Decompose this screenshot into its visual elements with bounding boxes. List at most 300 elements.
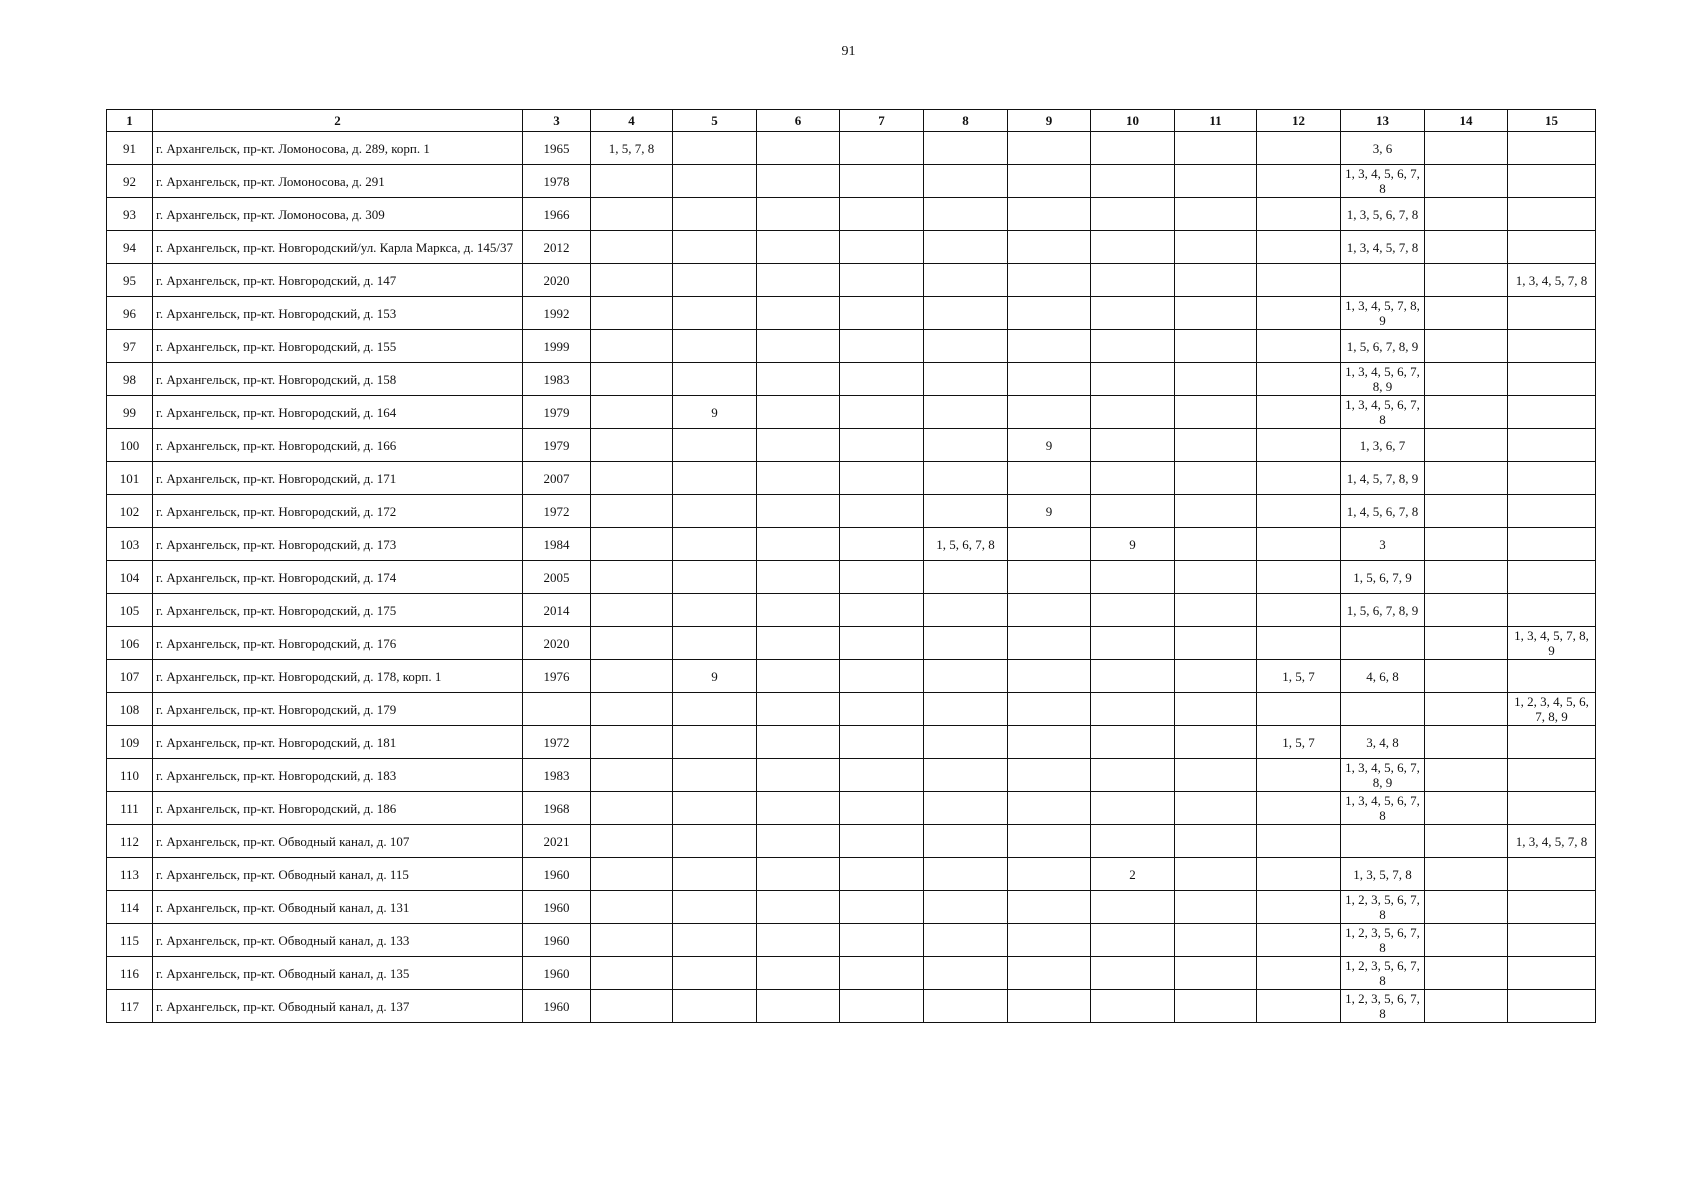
- table-cell: [1091, 924, 1175, 957]
- table-row: [107, 693, 1596, 726]
- year-cell: 1968: [523, 792, 591, 825]
- table-cell: [1091, 594, 1175, 627]
- table-cell: [924, 132, 1008, 165]
- table-cell: [1425, 693, 1508, 726]
- table-cell: [591, 891, 673, 924]
- table-cell: [1091, 660, 1175, 693]
- table-cell: [924, 957, 1008, 990]
- table-cell: [591, 990, 673, 1023]
- row-number-cell: 92: [107, 165, 153, 198]
- table-cell: [1091, 627, 1175, 660]
- table-cell: [1091, 825, 1175, 858]
- table-cell: 1, 5, 6, 7, 8, 9: [1341, 330, 1425, 363]
- table-row: [107, 528, 1596, 561]
- table-cell: [1257, 627, 1341, 660]
- column-header: 13: [1341, 110, 1425, 132]
- table-cell: [1341, 693, 1425, 726]
- table-cell: [924, 726, 1008, 759]
- table-body: [107, 132, 1596, 1023]
- year-cell: 1960: [523, 957, 591, 990]
- table-row: [107, 363, 1596, 396]
- table-cell: [1175, 594, 1257, 627]
- table-cell: [1175, 396, 1257, 429]
- column-header: 14: [1425, 110, 1508, 132]
- year-cell: 1960: [523, 858, 591, 891]
- address-cell: г. Архангельск, пр-кт. Ломоносова, д. 309: [153, 198, 523, 231]
- table-cell: [1508, 396, 1596, 429]
- table-cell: 1, 4, 5, 7, 8, 9: [1341, 462, 1425, 495]
- table-cell: [1008, 825, 1091, 858]
- table-cell: [1008, 660, 1091, 693]
- table-cell: 1, 3, 4, 5, 6, 7, 8, 9: [1341, 759, 1425, 792]
- table-cell: [1508, 990, 1596, 1023]
- table-cell: [1175, 957, 1257, 990]
- table-cell: [1008, 264, 1091, 297]
- table-cell: [673, 363, 757, 396]
- table-cell: 9: [1091, 528, 1175, 561]
- table-cell: [673, 231, 757, 264]
- table-cell: [673, 528, 757, 561]
- row-number-cell: 115: [107, 924, 153, 957]
- table-cell: [591, 495, 673, 528]
- table-cell: [1257, 990, 1341, 1023]
- table-cell: 1, 3, 5, 7, 8: [1341, 858, 1425, 891]
- table-cell: [840, 726, 924, 759]
- table-cell: [591, 627, 673, 660]
- address-cell: г. Архангельск, пр-кт. Новгородский, д. 171: [153, 462, 523, 495]
- table-cell: [757, 594, 840, 627]
- table-cell: [1508, 726, 1596, 759]
- table-cell: [673, 594, 757, 627]
- address-cell: г. Архангельск, пр-кт. Новгородский, д. 153: [153, 297, 523, 330]
- row-number-cell: 111: [107, 792, 153, 825]
- address-cell: г. Архангельск, пр-кт. Новгородский/ул. Карла Маркса, д. 145/37: [153, 231, 523, 264]
- table-cell: [924, 660, 1008, 693]
- table-cell: [673, 132, 757, 165]
- table-cell: [1425, 297, 1508, 330]
- table-row: [107, 231, 1596, 264]
- address-cell: г. Архангельск, пр-кт. Обводный канал, д. 115: [153, 858, 523, 891]
- table-row: [107, 957, 1596, 990]
- table-cell: [1091, 891, 1175, 924]
- column-header: 11: [1175, 110, 1257, 132]
- table-cell: [840, 792, 924, 825]
- year-cell: 1960: [523, 924, 591, 957]
- table-cell: [1175, 528, 1257, 561]
- table-cell: [840, 693, 924, 726]
- table-cell: [591, 462, 673, 495]
- table-cell: [1091, 990, 1175, 1023]
- table-cell: [1508, 495, 1596, 528]
- year-cell: 1965: [523, 132, 591, 165]
- column-header: 4: [591, 110, 673, 132]
- table-cell: [1257, 528, 1341, 561]
- year-cell: 2005: [523, 561, 591, 594]
- table-cell: [1008, 759, 1091, 792]
- year-cell: [523, 693, 591, 726]
- row-number-cell: 116: [107, 957, 153, 990]
- table-cell: [1091, 165, 1175, 198]
- table-row: [107, 165, 1596, 198]
- table-cell: 1, 5, 6, 7, 9: [1341, 561, 1425, 594]
- table-cell: [924, 990, 1008, 1023]
- table-cell: [591, 264, 673, 297]
- table-cell: [840, 396, 924, 429]
- year-cell: 2014: [523, 594, 591, 627]
- table-cell: [1425, 264, 1508, 297]
- table-cell: [1008, 891, 1091, 924]
- table-cell: [591, 726, 673, 759]
- table-cell: [757, 957, 840, 990]
- year-cell: 1999: [523, 330, 591, 363]
- table-cell: [1008, 693, 1091, 726]
- row-number-cell: 113: [107, 858, 153, 891]
- table-cell: [924, 165, 1008, 198]
- table-cell: [1257, 693, 1341, 726]
- table-cell: [757, 429, 840, 462]
- table-cell: [1175, 198, 1257, 231]
- table-cell: [1257, 462, 1341, 495]
- table-cell: [840, 627, 924, 660]
- table-cell: 1, 5, 7: [1257, 660, 1341, 693]
- table-cell: 3: [1341, 528, 1425, 561]
- column-header: 12: [1257, 110, 1341, 132]
- table-row: [107, 330, 1596, 363]
- table-cell: [1425, 528, 1508, 561]
- address-cell: г. Архангельск, пр-кт. Новгородский, д. 181: [153, 726, 523, 759]
- table-cell: [1175, 792, 1257, 825]
- table-cell: [673, 627, 757, 660]
- address-cell: г. Архангельск, пр-кт. Обводный канал, д. 137: [153, 990, 523, 1023]
- table-cell: [1425, 825, 1508, 858]
- table-cell: [1508, 297, 1596, 330]
- table-cell: 1, 3, 6, 7: [1341, 429, 1425, 462]
- table-cell: [591, 528, 673, 561]
- table-cell: 1, 3, 4, 5, 7, 8: [1508, 264, 1596, 297]
- table-cell: [840, 132, 924, 165]
- address-cell: г. Архангельск, пр-кт. Обводный канал, д. 131: [153, 891, 523, 924]
- table-cell: [1175, 231, 1257, 264]
- table-row: [107, 627, 1596, 660]
- year-cell: 1983: [523, 759, 591, 792]
- table-cell: [1175, 990, 1257, 1023]
- table-cell: [1508, 132, 1596, 165]
- row-number-cell: 104: [107, 561, 153, 594]
- table-cell: [757, 132, 840, 165]
- table-cell: [1508, 231, 1596, 264]
- table-cell: [1008, 165, 1091, 198]
- table-cell: [757, 495, 840, 528]
- table-cell: [1008, 231, 1091, 264]
- table-cell: [1008, 594, 1091, 627]
- table-cell: [1257, 957, 1341, 990]
- table-cell: [1175, 627, 1257, 660]
- table-cell: [757, 627, 840, 660]
- table-cell: [924, 924, 1008, 957]
- table-cell: [1257, 165, 1341, 198]
- column-header: 10: [1091, 110, 1175, 132]
- table-cell: [757, 462, 840, 495]
- table-row: [107, 759, 1596, 792]
- row-number-cell: 94: [107, 231, 153, 264]
- row-number-cell: 101: [107, 462, 153, 495]
- year-cell: 2020: [523, 264, 591, 297]
- table-cell: 3, 4, 8: [1341, 726, 1425, 759]
- table-cell: [1008, 858, 1091, 891]
- table-cell: [1425, 198, 1508, 231]
- table-cell: [1175, 561, 1257, 594]
- table-cell: 1, 5, 7, 8: [591, 132, 673, 165]
- table-cell: [1425, 957, 1508, 990]
- table-cell: [1008, 726, 1091, 759]
- address-cell: г. Архангельск, пр-кт. Новгородский, д. 175: [153, 594, 523, 627]
- table-cell: [840, 495, 924, 528]
- table-cell: [673, 198, 757, 231]
- table-cell: 1, 3, 4, 5, 7, 8: [1341, 231, 1425, 264]
- table-cell: [840, 528, 924, 561]
- table-cell: [591, 561, 673, 594]
- table-cell: [1508, 528, 1596, 561]
- table-cell: [840, 759, 924, 792]
- table-cell: [1508, 891, 1596, 924]
- table-cell: [1175, 924, 1257, 957]
- table-cell: 1, 2, 3, 5, 6, 7, 8: [1341, 957, 1425, 990]
- table-cell: [840, 891, 924, 924]
- table-cell: [840, 660, 924, 693]
- table-cell: [1508, 660, 1596, 693]
- row-number-cell: 110: [107, 759, 153, 792]
- table-cell: [1175, 858, 1257, 891]
- table-cell: [1425, 396, 1508, 429]
- table-cell: [1175, 825, 1257, 858]
- row-number-cell: 108: [107, 693, 153, 726]
- table-cell: [1508, 759, 1596, 792]
- table-cell: [757, 165, 840, 198]
- table-cell: [840, 858, 924, 891]
- table-cell: [757, 990, 840, 1023]
- address-cell: г. Архангельск, пр-кт. Новгородский, д. 176: [153, 627, 523, 660]
- table-cell: [673, 891, 757, 924]
- table-cell: [1091, 957, 1175, 990]
- table-row: [107, 924, 1596, 957]
- table-cell: [1091, 429, 1175, 462]
- table-cell: [1425, 891, 1508, 924]
- table-cell: [1257, 132, 1341, 165]
- table-cell: [924, 363, 1008, 396]
- table-cell: [924, 330, 1008, 363]
- table-cell: [840, 198, 924, 231]
- address-cell: г. Архангельск, пр-кт. Новгородский, д. 158: [153, 363, 523, 396]
- table-cell: [1425, 330, 1508, 363]
- table-cell: [1425, 924, 1508, 957]
- table-cell: [1175, 759, 1257, 792]
- table-cell: 1, 2, 3, 5, 6, 7, 8: [1341, 891, 1425, 924]
- address-cell: г. Архангельск, пр-кт. Новгородский, д. 178, корп. 1: [153, 660, 523, 693]
- table-cell: 1, 5, 6, 7, 8: [924, 528, 1008, 561]
- address-cell: г. Архангельск, пр-кт. Новгородский, д. 164: [153, 396, 523, 429]
- table-cell: [1425, 627, 1508, 660]
- table-cell: [840, 594, 924, 627]
- table-cell: [1425, 165, 1508, 198]
- table-cell: [1175, 264, 1257, 297]
- table-cell: [757, 297, 840, 330]
- table-cell: [1008, 297, 1091, 330]
- table-cell: [673, 330, 757, 363]
- table-cell: [673, 924, 757, 957]
- table-cell: [1091, 561, 1175, 594]
- row-number-cell: 112: [107, 825, 153, 858]
- table-cell: [1008, 132, 1091, 165]
- table-cell: 1, 3, 5, 6, 7, 8: [1341, 198, 1425, 231]
- row-number-cell: 96: [107, 297, 153, 330]
- table-cell: [1175, 462, 1257, 495]
- table-cell: 9: [673, 396, 757, 429]
- table-cell: [1425, 858, 1508, 891]
- table-cell: [591, 330, 673, 363]
- table-cell: 9: [673, 660, 757, 693]
- table-cell: [1008, 957, 1091, 990]
- table-cell: [757, 858, 840, 891]
- table-cell: [1091, 264, 1175, 297]
- table-cell: [924, 627, 1008, 660]
- table-cell: 1, 3, 4, 5, 6, 7, 8: [1341, 165, 1425, 198]
- row-number-cell: 100: [107, 429, 153, 462]
- table-cell: [1257, 495, 1341, 528]
- table-cell: [1257, 594, 1341, 627]
- table-cell: [757, 660, 840, 693]
- table-cell: [1257, 198, 1341, 231]
- table-cell: 3, 6: [1341, 132, 1425, 165]
- table-cell: [673, 726, 757, 759]
- table-cell: [1508, 363, 1596, 396]
- table-cell: [924, 264, 1008, 297]
- table-cell: [1091, 693, 1175, 726]
- table-cell: [591, 957, 673, 990]
- address-cell: г. Архангельск, пр-кт. Новгородский, д. 155: [153, 330, 523, 363]
- table-cell: [1091, 396, 1175, 429]
- table-cell: [757, 363, 840, 396]
- table-cell: [840, 429, 924, 462]
- row-number-cell: 107: [107, 660, 153, 693]
- row-number-cell: 103: [107, 528, 153, 561]
- table-cell: [1508, 924, 1596, 957]
- table-cell: [1175, 132, 1257, 165]
- address-cell: г. Архангельск, пр-кт. Новгородский, д. 179: [153, 693, 523, 726]
- table-cell: [1257, 297, 1341, 330]
- table-row: [107, 297, 1596, 330]
- table-cell: 1, 3, 4, 5, 6, 7, 8, 9: [1341, 363, 1425, 396]
- table-cell: [1175, 330, 1257, 363]
- address-cell: г. Архангельск, пр-кт. Ломоносова, д. 291: [153, 165, 523, 198]
- table-cell: [1257, 891, 1341, 924]
- table-cell: [924, 198, 1008, 231]
- table-cell: [1425, 726, 1508, 759]
- year-cell: 1979: [523, 429, 591, 462]
- table-cell: [1175, 660, 1257, 693]
- table-cell: [1425, 231, 1508, 264]
- table-cell: [1008, 462, 1091, 495]
- table-cell: [1341, 264, 1425, 297]
- table-row: [107, 891, 1596, 924]
- table-cell: [840, 165, 924, 198]
- table-cell: [591, 297, 673, 330]
- table-cell: 9: [1008, 429, 1091, 462]
- row-number-cell: 102: [107, 495, 153, 528]
- table-cell: [673, 693, 757, 726]
- table-cell: [1008, 396, 1091, 429]
- table-cell: [591, 924, 673, 957]
- row-number-cell: 98: [107, 363, 153, 396]
- table-cell: 1, 5, 6, 7, 8, 9: [1341, 594, 1425, 627]
- table-cell: [673, 759, 757, 792]
- table-cell: [1425, 561, 1508, 594]
- table-cell: [1257, 264, 1341, 297]
- row-number-cell: 91: [107, 132, 153, 165]
- table-cell: [1091, 462, 1175, 495]
- table-cell: [591, 165, 673, 198]
- table-cell: [673, 429, 757, 462]
- address-cell: г. Архангельск, пр-кт. Новгородский, д. 174: [153, 561, 523, 594]
- table-row: [107, 264, 1596, 297]
- table-cell: 1, 2, 3, 4, 5, 6, 7, 8, 9: [1508, 693, 1596, 726]
- table-cell: [673, 825, 757, 858]
- table-cell: [1425, 792, 1508, 825]
- table-cell: [1257, 231, 1341, 264]
- address-cell: г. Архангельск, пр-кт. Обводный канал, д. 135: [153, 957, 523, 990]
- table-row: [107, 660, 1596, 693]
- data-table: [106, 109, 1596, 1023]
- table-cell: 1, 2, 3, 5, 6, 7, 8: [1341, 924, 1425, 957]
- table-cell: [673, 990, 757, 1023]
- table-cell: [1008, 990, 1091, 1023]
- table-cell: [1425, 132, 1508, 165]
- year-cell: 2021: [523, 825, 591, 858]
- table-cell: [673, 462, 757, 495]
- table-cell: [924, 792, 1008, 825]
- table-cell: [757, 198, 840, 231]
- table-cell: [1425, 363, 1508, 396]
- table-cell: [1341, 627, 1425, 660]
- page-number: 91: [841, 44, 856, 59]
- table-cell: [840, 231, 924, 264]
- column-header: 7: [840, 110, 924, 132]
- year-cell: 1983: [523, 363, 591, 396]
- table-row: [107, 792, 1596, 825]
- table-cell: [1257, 924, 1341, 957]
- address-cell: г. Архангельск, пр-кт. Новгородский, д. 173: [153, 528, 523, 561]
- table-cell: [1508, 165, 1596, 198]
- table-cell: [1508, 198, 1596, 231]
- table-row: [107, 858, 1596, 891]
- table-cell: [924, 495, 1008, 528]
- row-number-cell: 97: [107, 330, 153, 363]
- table-cell: [1091, 198, 1175, 231]
- row-number-cell: 99: [107, 396, 153, 429]
- table-cell: [1175, 891, 1257, 924]
- year-cell: 1978: [523, 165, 591, 198]
- table-cell: [591, 363, 673, 396]
- table-cell: [840, 462, 924, 495]
- year-cell: 1972: [523, 495, 591, 528]
- table-cell: [1091, 363, 1175, 396]
- table-cell: [1508, 561, 1596, 594]
- table-row: [107, 462, 1596, 495]
- table-cell: [757, 759, 840, 792]
- table-cell: [1008, 198, 1091, 231]
- row-number-cell: 105: [107, 594, 153, 627]
- year-cell: 2020: [523, 627, 591, 660]
- table-cell: [840, 990, 924, 1023]
